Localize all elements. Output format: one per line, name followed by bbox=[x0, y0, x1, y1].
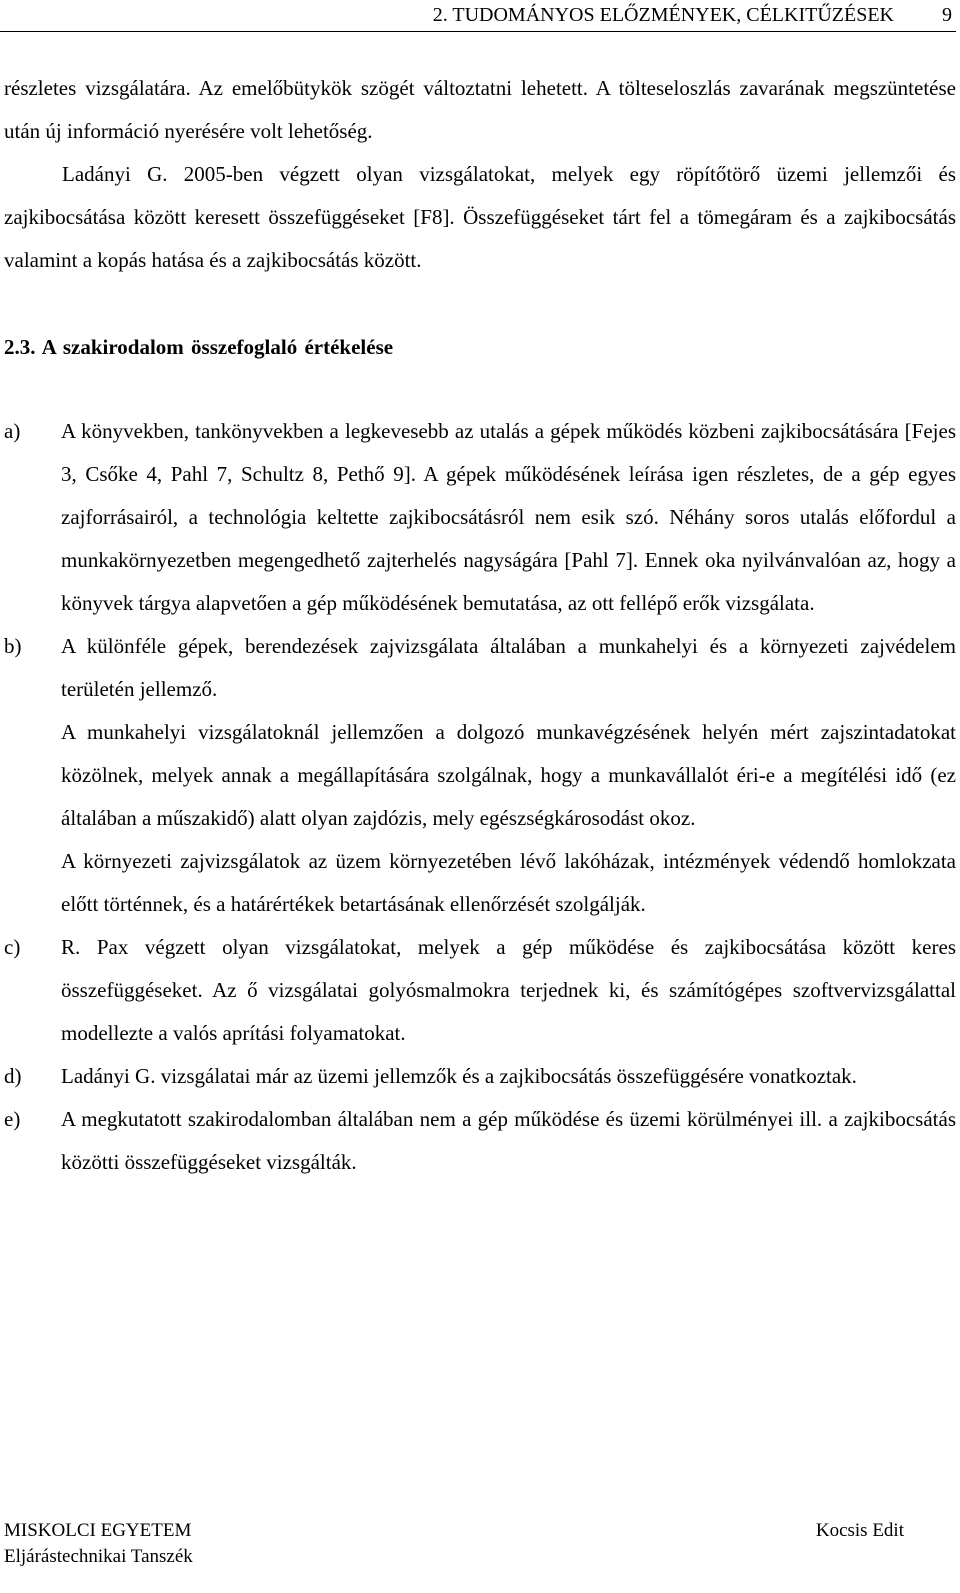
list-item bbox=[4, 926, 956, 1055]
section-heading: 2.3. A szakirodalom összefoglaló értékelése bbox=[4, 335, 394, 359]
list-marker: a) bbox=[4, 419, 21, 443]
running-header bbox=[0, 2, 958, 32]
footer-department: Eljárástechnikai Tanszék bbox=[4, 1546, 193, 1567]
list-marker: e) bbox=[4, 1107, 21, 1131]
list-item bbox=[4, 1055, 956, 1098]
footer-left bbox=[4, 1518, 193, 1570]
evaluation-list bbox=[4, 410, 956, 1184]
list-marker: b) bbox=[4, 634, 22, 658]
list-item-text: A megkutatott szakirodalomban általában nem a gép működése és üzemi körülményei ill. a zajkibocsátás közötti összefüggéseket vizsgálták. bbox=[61, 1107, 956, 1174]
list-marker: c) bbox=[4, 935, 21, 959]
list-sub-paragraph: A környezeti zajvizsgálatok az üzem környezetében lévő lakóházak, intézmények védendő homlokzata előtt történnek, és a határértékek betartásának ellenőrzését szolgálják. bbox=[61, 849, 956, 916]
page-number: 9 bbox=[942, 4, 952, 26]
list-sub-paragraph: A munkahelyi vizsgálatoknál jellemzően a dolgozó munkavégzésének helyén mért zajszintadatokat közölnek, melyek annak a megállapítására szolgálnak, hogy a munkavállalót éri-e a megítélési idő (ez általában a műszakidő) alatt olyan zajdózis, mely egészségkárosodást okoz. bbox=[61, 720, 956, 830]
list-item-text: A különféle gépek, berendezések zajvizsgálata általában a munkahelyi és a környezeti zajvédelem területén jellemző. bbox=[61, 634, 956, 701]
list-item-text: R. Pax végzett olyan vizsgálatokat, melyek a gép működése és zajkibocsátása között keres összefüggéseket. Az ő vizsgálatai golyósmalmokra terjednek ki, és számítógépes szoftvervizsgálattal modellezte a valós aprítási folyamatokat. bbox=[61, 935, 956, 1045]
header-divider bbox=[0, 31, 956, 32]
footer-author: Kocsis Edit bbox=[815, 1520, 904, 1541]
footer-institution: MISKOLCI EGYETEM bbox=[4, 1520, 192, 1541]
list-item bbox=[4, 625, 956, 711]
intro-paragraph-1: részletes vizsgálatára. Az emelőbütykök szögét változtatni lehetett. A tölteseloszlás zavarának megszüntetése után új információ nyerésére volt lehetőség. bbox=[4, 76, 956, 143]
header-title: 2. TUDOMÁNYOS ELŐZMÉNYEK, CÉLKITŰZÉSEK bbox=[432, 4, 894, 26]
list-item-text: A könyvekben, tankönyvekben a legkevesebb az utalás a gépek működés közbeni zajkibocsátására [Fejes 3, Csőke 4, Pahl 7, Schultz 8, Pethő 9]. A gépek működésének leírása igen részletes, de a gép egyes zajforrásairól, a technológia keltette zajkibocsátásról nem esik szó. Néhány soros utalás előfordul a munkakörnyezetben megengedhető zajterhelés nagyságára [Pahl 7]. Ennek oka nyilvánvalóan az, hogy a könyvek tárgya alapvetően a gép működésének bemutatása, az ott fellépő erők vizsgálata. bbox=[61, 419, 956, 615]
list-item bbox=[4, 410, 956, 625]
intro-paragraph-2: Ladányi G. 2005-ben végzett olyan vizsgálatokat, melyek egy röpítőtörő üzemi jellemzői és zajkibocsátása között keresett összefüggéseket [F8]. Összefüggéseket tárt fel a tömegáram és a zajkibocsátás valamint a kopás hatása és a zajkibocsátás között. bbox=[4, 162, 956, 272]
list-marker: d) bbox=[4, 1064, 22, 1088]
list-item bbox=[4, 1098, 956, 1184]
list-item-text: Ladányi G. vizsgálatai már az üzemi jellemzők és a zajkibocsátás összefüggésére vonatkoztak. bbox=[61, 1064, 857, 1088]
